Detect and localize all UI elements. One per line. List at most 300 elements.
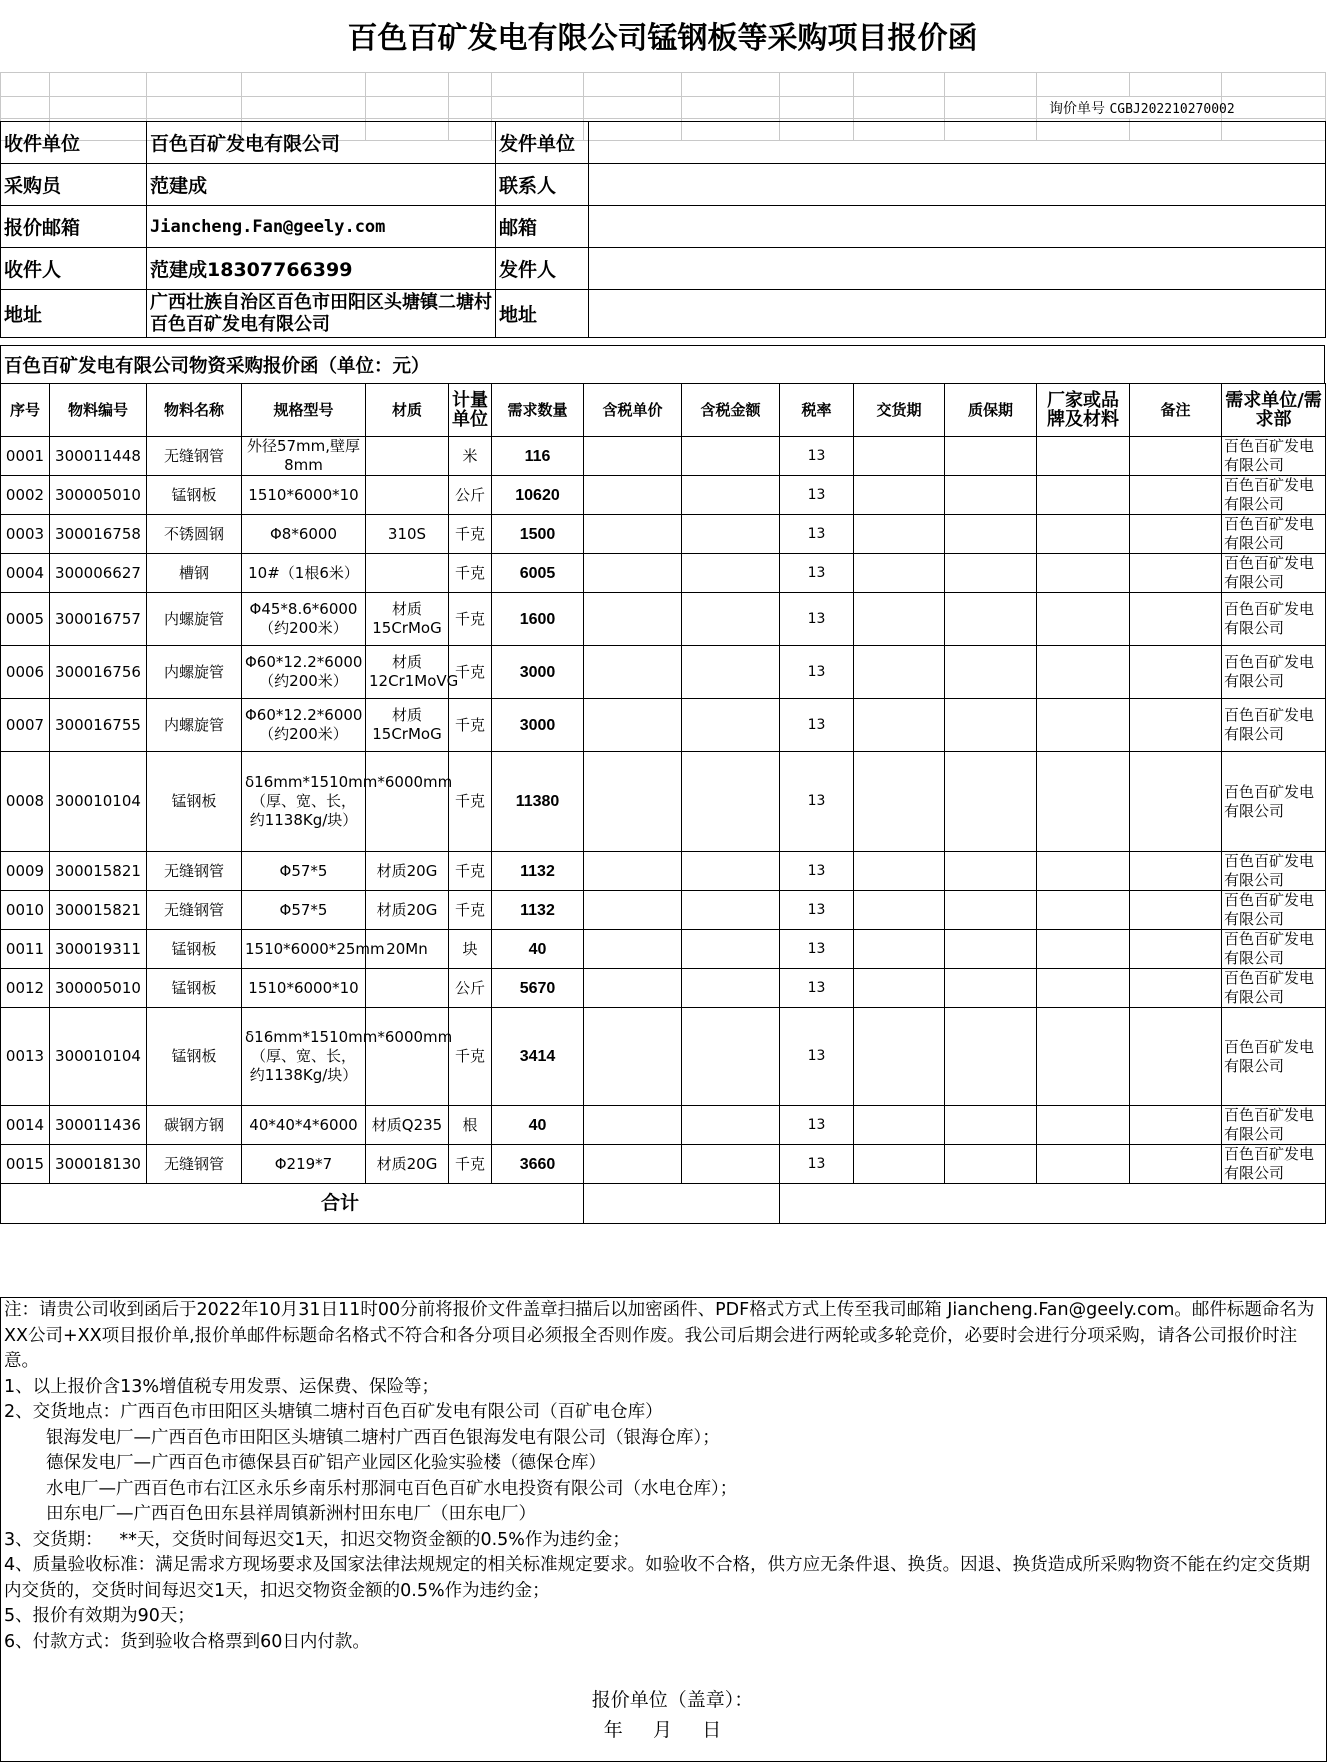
column-header: 质保期: [945, 384, 1037, 437]
cell-seq: 0011: [1, 930, 50, 969]
table-row: [1, 646, 1326, 699]
cell-empty: [1130, 1145, 1222, 1184]
cell-empty: [1037, 699, 1130, 752]
cell-spec: 1510*6000*10: [242, 969, 366, 1008]
cell-spec: 40*40*4*6000: [242, 1106, 366, 1145]
table-row: [1, 930, 1326, 969]
cell-dept: 百色百矿发电有限公司: [1222, 476, 1326, 515]
info-value: 范建成: [147, 164, 496, 206]
cell-empty: [1037, 1106, 1130, 1145]
cell-empty: [682, 437, 780, 476]
cell-empty: [854, 646, 945, 699]
note-line: 田东电厂—广西百色田东县祥周镇新洲村田东电厂（田东电厂）: [46, 1504, 536, 1524]
cell-empty: [1130, 646, 1222, 699]
cell-empty: [945, 1145, 1037, 1184]
cell-code: 300011436: [50, 1106, 147, 1145]
column-header: 含税金额: [682, 384, 780, 437]
cell-dept: 百色百矿发电有限公司: [1222, 1106, 1326, 1145]
table-row: [1, 852, 1326, 891]
inquiry-label: 询价单号: [1049, 100, 1105, 117]
column-header: 交货期: [854, 384, 945, 437]
info-label: 地址: [496, 290, 589, 338]
cell-unit: 千克: [449, 891, 492, 930]
cell-name: 槽钢: [147, 554, 242, 593]
cell-mat: 20Mn: [366, 930, 449, 969]
note-line: 德保发电厂—广西百色市德保县百矿铝产业园区化验实验楼（德保仓库）: [46, 1453, 606, 1473]
cell-dept: 百色百矿发电有限公司: [1222, 699, 1326, 752]
column-header: 备注: [1130, 384, 1222, 437]
items-table: [0, 383, 1326, 1224]
cell-empty: [854, 1008, 945, 1106]
column-header: 物料名称: [147, 384, 242, 437]
note-line: 注：请贵公司收到函后于2022年10月31日11时00分前将报价文件盖章扫描后以加密函件、PDF格式方式上传至我司邮箱 Jiancheng.Fan@geely.com。邮件标题命名为XX公司+XX项目报价单,报价单邮件标题命名格式不符合和各分项目必须报全否则作废。我公司后期会进行两轮或多轮竞价，必要时会进行分项采购，请各公司报价时注意。: [4, 1300, 1315, 1371]
note-line: 1、以上报价含13%增值税专用发票、运保费、保险等；: [4, 1376, 440, 1397]
cell-empty: [854, 930, 945, 969]
note-line: 6、付款方式：货到验收合格票到60日内付款。: [4, 1631, 370, 1652]
cell-empty: [682, 752, 780, 852]
cell-empty: [682, 1008, 780, 1106]
cell-empty: [584, 930, 682, 969]
info-value: [589, 290, 1326, 338]
cell-empty: [854, 891, 945, 930]
cell-qty: 116: [492, 437, 584, 476]
column-header: 厂家或品牌及材料: [1037, 384, 1130, 437]
column-header: 序号: [1, 384, 50, 437]
cell-tax: 13: [780, 969, 854, 1008]
cell-mat: 材质20G: [366, 852, 449, 891]
cell-tax: 13: [780, 852, 854, 891]
cell-mat: [366, 1008, 449, 1106]
cell-tax: 13: [780, 593, 854, 646]
cell-seq: 0013: [1, 1008, 50, 1106]
info-value: [589, 248, 1326, 290]
cell-empty: [1037, 752, 1130, 852]
cell-mat: 材质15CrMoG: [366, 593, 449, 646]
cell-dept: 百色百矿发电有限公司: [1222, 969, 1326, 1008]
cell-mat: 310S: [366, 515, 449, 554]
total-row: [1, 1184, 1326, 1224]
cell-empty: [584, 646, 682, 699]
total-amount-cell: [584, 1184, 780, 1224]
info-row: [1, 122, 1326, 164]
cell-dept: 百色百矿发电有限公司: [1222, 891, 1326, 930]
cell-tax: 13: [780, 437, 854, 476]
cell-mat: [366, 752, 449, 852]
cell-empty: [854, 852, 945, 891]
cell-qty: 1500: [492, 515, 584, 554]
cell-unit: 公斤: [449, 969, 492, 1008]
cell-code: 300018130: [50, 1145, 147, 1184]
cell-empty: [584, 1145, 682, 1184]
cell-empty: [1130, 699, 1222, 752]
info-value: 广西壮族自治区百色市田阳区头塘镇二塘村百色百矿发电有限公司: [147, 290, 496, 338]
cell-empty: [945, 554, 1037, 593]
cell-dept: 百色百矿发电有限公司: [1222, 1145, 1326, 1184]
cell-mat: [366, 437, 449, 476]
info-value: [589, 164, 1326, 206]
cell-empty: [945, 515, 1037, 554]
cell-code: 300015821: [50, 891, 147, 930]
cell-empty: [1130, 593, 1222, 646]
note-line: 4、质量验收标准：满足需求方现场要求及国家法律法规规定的相关标准规定要求。如验收不合格，供方应无条件退、换货。因退、换货造成所采购物资不能在约定交货期内交货的，交货时间每迟交1天，扣迟交物资金额的0.5%作为违约金；: [4, 1555, 1311, 1601]
cell-unit: 千克: [449, 593, 492, 646]
cell-seq: 0010: [1, 891, 50, 930]
table-row: [1, 969, 1326, 1008]
cell-spec: Φ219*7: [242, 1145, 366, 1184]
cell-empty: [584, 476, 682, 515]
cell-empty: [1037, 1145, 1130, 1184]
cell-empty: [854, 752, 945, 852]
cell-empty: [584, 437, 682, 476]
cell-mat: 材质20G: [366, 1145, 449, 1184]
signature-block: [0, 1685, 1325, 1742]
cell-empty: [1037, 1008, 1130, 1106]
cell-qty: 3000: [492, 646, 584, 699]
info-label: 采购员: [1, 164, 147, 206]
cell-empty: [1037, 476, 1130, 515]
cell-name: 内螺旋管: [147, 699, 242, 752]
signature-label: 报价单位（盖章）：: [591, 1689, 754, 1711]
cell-empty: [1037, 593, 1130, 646]
table-row: [1, 699, 1326, 752]
cell-seq: 0014: [1, 1106, 50, 1145]
info-label: 联系人: [496, 164, 589, 206]
cell-tax: 13: [780, 476, 854, 515]
column-header: 含税单价: [584, 384, 682, 437]
cell-empty: [1037, 852, 1130, 891]
cell-code: 300016756: [50, 646, 147, 699]
cell-code: 300005010: [50, 476, 147, 515]
cell-tax: 13: [780, 1008, 854, 1106]
cell-empty: [1130, 476, 1222, 515]
info-label: 地址: [1, 290, 147, 338]
cell-code: 300010104: [50, 752, 147, 852]
cell-seq: 0015: [1, 1145, 50, 1184]
cell-empty: [584, 699, 682, 752]
cell-empty: [1037, 646, 1130, 699]
cell-dept: 百色百矿发电有限公司: [1222, 930, 1326, 969]
signature-date: 年 月 日: [603, 1719, 722, 1741]
cell-name: 内螺旋管: [147, 646, 242, 699]
cell-empty: [1037, 930, 1130, 969]
column-header: 规格型号: [242, 384, 366, 437]
cell-dept: 百色百矿发电有限公司: [1222, 852, 1326, 891]
section-title: 百色百矿发电有限公司物资采购报价函（单位：元）: [1, 346, 1325, 384]
info-table: [0, 121, 1326, 338]
cell-mat: [366, 969, 449, 1008]
cell-empty: [945, 699, 1037, 752]
cell-empty: [682, 891, 780, 930]
cell-code: 300005010: [50, 969, 147, 1008]
cell-empty: [945, 852, 1037, 891]
cell-spec: 1510*6000*10: [242, 476, 366, 515]
cell-unit: 块: [449, 930, 492, 969]
cell-empty: [1037, 515, 1130, 554]
cell-empty: [682, 1106, 780, 1145]
cell-spec: δ16mm*1510mm*6000mm（厚、宽、长，约1138Kg/块）: [242, 752, 366, 852]
total-label: 合计: [1, 1184, 584, 1224]
cell-unit: 千克: [449, 554, 492, 593]
total-blank-cell: [780, 1184, 1326, 1224]
cell-name: 碳钢方钢: [147, 1106, 242, 1145]
cell-qty: 3414: [492, 1008, 584, 1106]
cell-name: 锰钢板: [147, 969, 242, 1008]
column-header: 税率: [780, 384, 854, 437]
cell-empty: [584, 1008, 682, 1106]
cell-dept: 百色百矿发电有限公司: [1222, 515, 1326, 554]
info-row: [1, 164, 1326, 206]
cell-spec: Φ60*12.2*6000（约200米）: [242, 699, 366, 752]
note-line: 水电厂—广西百色市右江区永乐乡南乐村那洞屯百色百矿水电投资有限公司（水电仓库）；: [46, 1478, 738, 1499]
cell-qty: 1132: [492, 891, 584, 930]
cell-mat: [366, 476, 449, 515]
cell-tax: 13: [780, 699, 854, 752]
info-label: 发件单位: [496, 122, 589, 164]
table-row: [1, 437, 1326, 476]
cell-dept: 百色百矿发电有限公司: [1222, 554, 1326, 593]
cell-empty: [682, 515, 780, 554]
cell-empty: [1130, 891, 1222, 930]
cell-empty: [682, 476, 780, 515]
column-header: 材质: [366, 384, 449, 437]
cell-qty: 1132: [492, 852, 584, 891]
cell-name: 无缝钢管: [147, 891, 242, 930]
cell-empty: [945, 930, 1037, 969]
cell-qty: 11380: [492, 752, 584, 852]
info-row: [1, 248, 1326, 290]
cell-code: 300011448: [50, 437, 147, 476]
cell-empty: [854, 699, 945, 752]
cell-spec: 外径57mm,壁厚8mm: [242, 437, 366, 476]
info-label: 发件人: [496, 248, 589, 290]
cell-empty: [1130, 1106, 1222, 1145]
cell-mat: [366, 554, 449, 593]
cell-spec: Φ57*5: [242, 852, 366, 891]
cell-empty: [945, 891, 1037, 930]
cell-name: 锰钢板: [147, 476, 242, 515]
cell-empty: [682, 646, 780, 699]
cell-empty: [584, 515, 682, 554]
cell-spec: Φ57*5: [242, 891, 366, 930]
table-row: [1, 752, 1326, 852]
cell-dept: 百色百矿发电有限公司: [1222, 593, 1326, 646]
cell-seq: 0007: [1, 699, 50, 752]
table-row: [1, 476, 1326, 515]
cell-empty: [945, 646, 1037, 699]
cell-unit: 千克: [449, 852, 492, 891]
cell-unit: 千克: [449, 752, 492, 852]
cell-name: 锰钢板: [147, 752, 242, 852]
cell-empty: [1037, 554, 1130, 593]
cell-unit: 千克: [449, 1145, 492, 1184]
cell-empty: [1130, 752, 1222, 852]
cell-qty: 40: [492, 930, 584, 969]
cell-empty: [1130, 515, 1222, 554]
cell-spec: 1510*6000*25mm: [242, 930, 366, 969]
inquiry-number: CGBJ202210270002: [1109, 101, 1235, 117]
column-header: 计量单位: [449, 384, 492, 437]
table-row: [1, 593, 1326, 646]
cell-code: 300019311: [50, 930, 147, 969]
cell-spec: δ16mm*1510mm*6000mm（厚、宽、长，约1138Kg/块）: [242, 1008, 366, 1106]
cell-empty: [682, 852, 780, 891]
cell-empty: [854, 554, 945, 593]
cell-tax: 13: [780, 554, 854, 593]
cell-name: 无缝钢管: [147, 852, 242, 891]
column-header: 物料编号: [50, 384, 147, 437]
cell-empty: [1130, 1008, 1222, 1106]
cell-empty: [1037, 969, 1130, 1008]
cell-code: 300016757: [50, 593, 147, 646]
cell-empty: [1037, 437, 1130, 476]
cell-empty: [584, 593, 682, 646]
info-value: Jiancheng.Fan@geely.com: [147, 206, 496, 248]
cell-qty: 5670: [492, 969, 584, 1008]
cell-name: 无缝钢管: [147, 1145, 242, 1184]
cell-spec: Φ8*6000: [242, 515, 366, 554]
cell-name: 锰钢板: [147, 930, 242, 969]
table-row: [1, 1106, 1326, 1145]
cell-empty: [945, 1106, 1037, 1145]
cell-empty: [682, 554, 780, 593]
cell-empty: [584, 1106, 682, 1145]
cell-seq: 0008: [1, 752, 50, 852]
cell-empty: [1037, 891, 1130, 930]
document-title: 百色百矿发电有限公司锰钢板等采购项目报价函: [0, 0, 1325, 73]
cell-empty: [584, 554, 682, 593]
cell-empty: [945, 969, 1037, 1008]
cell-unit: 公斤: [449, 476, 492, 515]
cell-empty: [1130, 930, 1222, 969]
cell-tax: 13: [780, 891, 854, 930]
info-value: [589, 206, 1326, 248]
cell-empty: [1130, 969, 1222, 1008]
note-line: 5、报价有效期为90天；: [4, 1606, 195, 1626]
info-row: [1, 206, 1326, 248]
note-line: 银海发电厂—广西百色市田阳区头塘镇二塘村广西百色银海发电有限公司（银海仓库）；: [46, 1427, 720, 1448]
cell-empty: [854, 593, 945, 646]
cell-dept: 百色百矿发电有限公司: [1222, 437, 1326, 476]
cell-name: 无缝钢管: [147, 437, 242, 476]
cell-mat: 材质15CrMoG: [366, 699, 449, 752]
cell-empty: [584, 852, 682, 891]
cell-code: 300015821: [50, 852, 147, 891]
cell-empty: [584, 891, 682, 930]
cell-dept: 百色百矿发电有限公司: [1222, 646, 1326, 699]
cell-qty: 1600: [492, 593, 584, 646]
cell-seq: 0009: [1, 852, 50, 891]
cell-mat: 材质Q235: [366, 1106, 449, 1145]
table-row: [1, 515, 1326, 554]
cell-code: 300016758: [50, 515, 147, 554]
cell-unit: 千克: [449, 646, 492, 699]
info-label: 收件人: [1, 248, 147, 290]
cell-spec: Φ60*12.2*6000（约200米）: [242, 646, 366, 699]
cell-dept: 百色百矿发电有限公司: [1222, 1008, 1326, 1106]
cell-name: 锰钢板: [147, 1008, 242, 1106]
info-label: 报价邮箱: [1, 206, 147, 248]
cell-empty: [945, 476, 1037, 515]
cell-seq: 0004: [1, 554, 50, 593]
cell-mat: 材质12Cr1MoVG: [366, 646, 449, 699]
cell-seq: 0012: [1, 969, 50, 1008]
cell-seq: 0003: [1, 515, 50, 554]
cell-empty: [945, 752, 1037, 852]
cell-empty: [945, 437, 1037, 476]
cell-code: 300016755: [50, 699, 147, 752]
cell-seq: 0002: [1, 476, 50, 515]
cell-empty: [854, 476, 945, 515]
cell-empty: [682, 593, 780, 646]
section-title-row: [0, 345, 1325, 384]
info-label: 收件单位: [1, 122, 147, 164]
note-line: 3、交货期： **天，交货时间每迟交1天，扣迟交物资金额的0.5%作为违约金；: [4, 1529, 630, 1550]
info-value: 百色百矿发电有限公司: [147, 122, 496, 164]
cell-mat: 材质20G: [366, 891, 449, 930]
cell-empty: [854, 1145, 945, 1184]
info-row: [1, 290, 1326, 338]
cell-qty: 40: [492, 1106, 584, 1145]
cell-qty: 3660: [492, 1145, 584, 1184]
cell-qty: 6005: [492, 554, 584, 593]
cell-tax: 13: [780, 515, 854, 554]
cell-code: 300010104: [50, 1008, 147, 1106]
cell-tax: 13: [780, 1106, 854, 1145]
table-row: [1, 554, 1326, 593]
cell-empty: [945, 593, 1037, 646]
cell-unit: 千克: [449, 1008, 492, 1106]
cell-seq: 0006: [1, 646, 50, 699]
cell-unit: 千克: [449, 515, 492, 554]
info-value: [589, 122, 1326, 164]
cell-unit: 根: [449, 1106, 492, 1145]
table-row: [1, 891, 1326, 930]
table-row: [1, 1145, 1326, 1184]
cell-unit: 米: [449, 437, 492, 476]
cell-empty: [1130, 852, 1222, 891]
cell-seq: 0001: [1, 437, 50, 476]
table-row: [1, 1008, 1326, 1106]
cell-empty: [854, 515, 945, 554]
cell-tax: 13: [780, 646, 854, 699]
cell-empty: [682, 930, 780, 969]
cell-empty: [682, 1145, 780, 1184]
cell-name: 内螺旋管: [147, 593, 242, 646]
cell-code: 300006627: [50, 554, 147, 593]
cell-empty: [854, 1106, 945, 1145]
column-header: 需求单位/需求部: [1222, 384, 1326, 437]
cell-empty: [1130, 437, 1222, 476]
cell-empty: [854, 969, 945, 1008]
cell-spec: Φ45*8.6*6000（约200米）: [242, 593, 366, 646]
cell-empty: [682, 699, 780, 752]
cell-qty: 10620: [492, 476, 584, 515]
cell-tax: 13: [780, 930, 854, 969]
cell-empty: [1130, 554, 1222, 593]
cell-unit: 千克: [449, 699, 492, 752]
info-label: 邮箱: [496, 206, 589, 248]
cell-tax: 13: [780, 752, 854, 852]
cell-empty: [854, 437, 945, 476]
note-line: 2、交货地点：广西百色市田阳区头塘镇二塘村百色百矿发电有限公司（百矿电仓库）: [4, 1402, 663, 1422]
cell-spec: 10#（1根6米）: [242, 554, 366, 593]
info-value: 范建成18307766399: [147, 248, 496, 290]
cell-empty: [945, 1008, 1037, 1106]
column-header: 需求数量: [492, 384, 584, 437]
cell-empty: [584, 969, 682, 1008]
cell-name: 不锈圆钢: [147, 515, 242, 554]
cell-dept: 百色百矿发电有限公司: [1222, 752, 1326, 852]
